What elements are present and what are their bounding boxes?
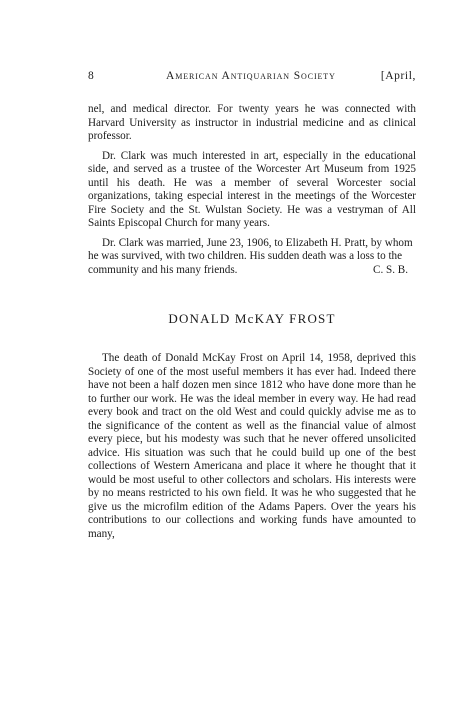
clark-obituary	[88, 103, 416, 277]
frost-paragraph-1: The death of Donald McKay Frost on April 14, 1958, deprived this Society of one of the most useful members it has ever had. Indeed there have not been a half dozen men since 1812 who have done more than he to further our work. He was the ideal member in every way. He had read every book and tract on the old West and could quickly advise me as to the significance of the content as well as the financial value of almost every piece, but his modesty was such that he never offered unsolicited advice. His situation was such that he could build up one of the best collections of Western Americana and place it where he thought that it would be most useful to other collectors and scholars. His interests were by no means restricted to his own field. It was he who suggested that he give us the microfilm edition of the Adams Papers. Over the years his contributions to our collections and working funds have amounted to many,	[88, 352, 416, 540]
clark-paragraph-3	[88, 237, 416, 278]
clark-paragraph-3-text: Dr. Clark was married, June 23, 1906, to Elizabeth H. Pratt, by whom he was survived, with two children. His sudden death was a loss to the community and his many friends.	[88, 236, 413, 276]
document-page	[88, 70, 416, 547]
running-head	[88, 70, 416, 88]
page-number: 8	[88, 70, 95, 82]
journal-title: American Antiquarian Society	[166, 70, 336, 82]
clark-paragraph-2: Dr. Clark was much interested in art, especially in the educational side, and served as a trustee of the Worcester Art Museum from 1925 until his death. He was a member of several Worcester social organizations, taking especial interest in the meetings of the Worcester Fire Society and the St. Wulstan Society. He was a vestryman of All Saints Episcopal Church for many years.	[88, 149, 416, 229]
clark-paragraph-1: nel, and medical director. For twenty years he was connected with Harvard University as instructor in industrial medicine and as clinical professor.	[88, 103, 416, 142]
frost-obituary	[88, 352, 416, 541]
section-title: DONALD McKAY FROST	[168, 311, 336, 326]
author-initials: C. S. B.	[373, 263, 408, 276]
issue-month: [April,	[380, 70, 416, 82]
